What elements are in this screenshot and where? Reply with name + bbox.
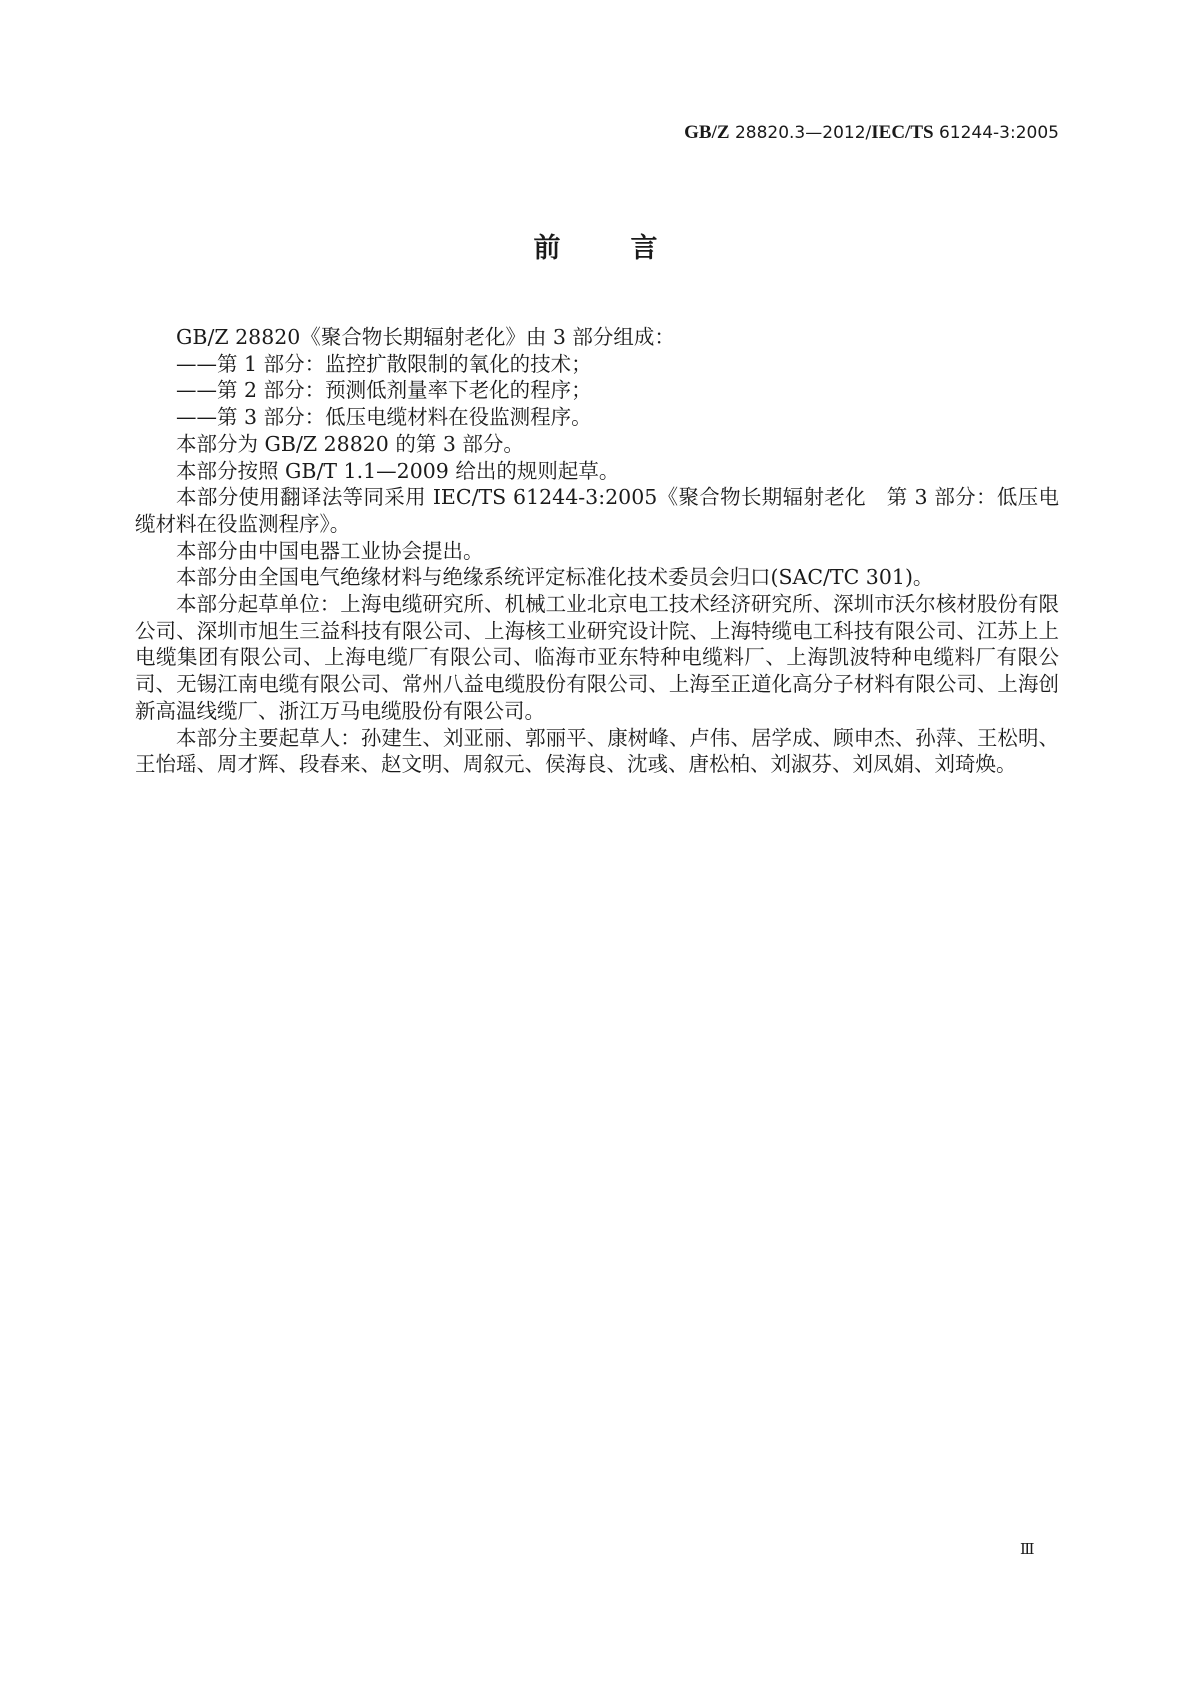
title-char-1: 前 <box>533 233 561 264</box>
list-item-part-2: ——第 2 部分：预测低剂量率下老化的程序； <box>176 378 592 403</box>
paragraph-drafting-rules: 本部分按照 GB/T 1.1—2009 给出的规则起草。 <box>176 458 620 483</box>
standard-number: 28820.3—2012/ <box>729 123 872 143</box>
document-standard-number <box>684 122 1059 144</box>
paragraph-composition: GB/Z 28820《聚合物长期辐射老化》由 3 部分组成： <box>176 325 675 349</box>
page-title <box>0 226 1191 265</box>
standard-prefix: GB/Z <box>684 122 730 143</box>
list-item-part-3: ——第 3 部分：低压电缆材料在役监测程序。 <box>176 405 592 430</box>
paragraph-translation: 本部分使用翻译法等同采用 IEC/TS 61244-3:2005《聚合物长期辐射老化 第 3 部分：低压电缆材料在役监测程序》。 <box>135 485 1059 536</box>
paragraph-drafting-units: 本部分起草单位：上海电缆研究所、机械工业北京电工技术经济研究所、深圳市沃尔核材股份有限公司、深圳市旭生三益科技有限公司、上海核工业研究设计院、上海特缆电工科技有限公司、江苏上上电缆集团有限公司、上海电缆厂有限公司、临海市亚东特种电缆料厂、上海凯波特种电缆料厂有限公司、无锡江南电缆有限公司、常州八益电缆股份有限公司、上海至正道化高分子材料有限公司、上海创新高温线缆厂、浙江万马电缆股份有限公司。 <box>135 592 1059 723</box>
foreword-body <box>135 324 1059 778</box>
title-char-2: 言 <box>630 233 658 264</box>
paragraph-committee: 本部分由全国电气绝缘材料与绝缘系统评定标准化技术委员会归口(SAC/TC 301)。 <box>176 565 934 590</box>
paragraph-proposer: 本部分由中国电器工业协会提出。 <box>176 538 484 563</box>
iec-number: 61244-3:2005 <box>933 123 1059 143</box>
paragraph-drafters: 本部分主要起草人：孙建生、刘亚丽、郭丽平、康树峰、卢伟、居学成、顾申杰、孙萍、王松明、王怡瑶、周才辉、段春来、赵文明、周叙元、侯海良、沈彧、唐松柏、刘淑芬、刘凤娟、刘琦焕。 <box>135 725 1059 777</box>
paragraph-this-part: 本部分为 GB/Z 28820 的第 3 部分。 <box>176 431 524 456</box>
list-item-part-1: ——第 1 部分：监控扩散限制的氧化的技术； <box>176 351 592 376</box>
iec-prefix: IEC/TS <box>871 122 934 143</box>
page-number: Ⅲ <box>1020 1540 1035 1558</box>
